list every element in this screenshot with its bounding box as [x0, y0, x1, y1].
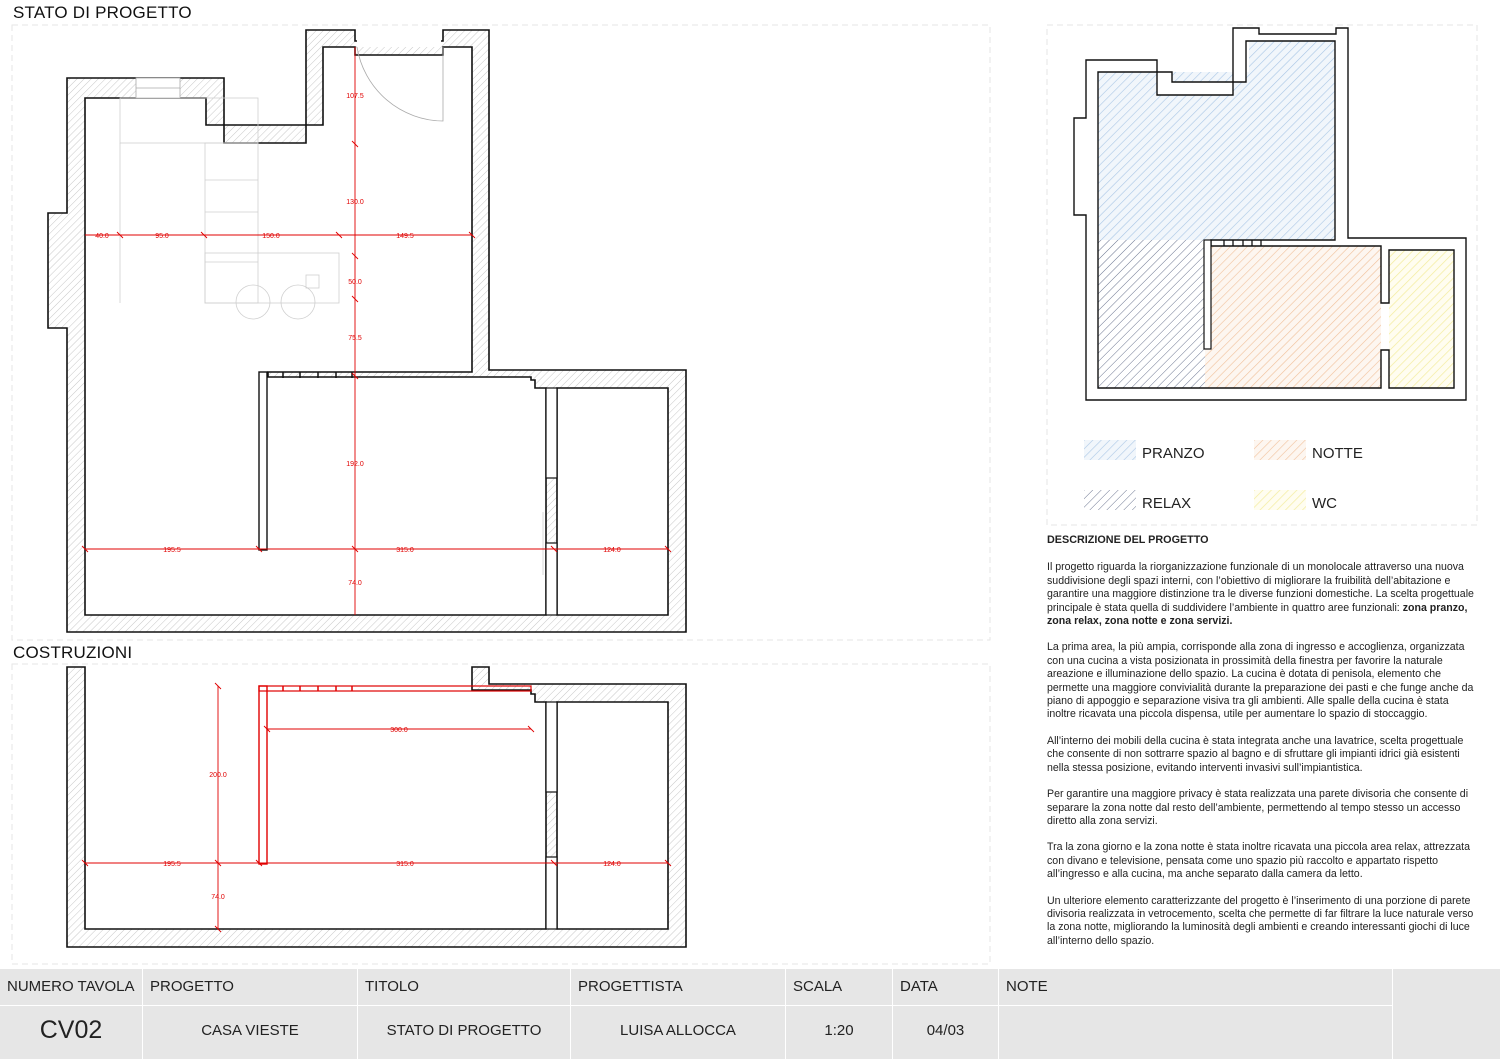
- zoning-plan: [1074, 28, 1466, 400]
- dim-label: 300.0: [390, 727, 408, 734]
- tb-progettista: [571, 969, 786, 1059]
- legend-swatch-pranzo: [1084, 440, 1136, 460]
- project-description: [1047, 534, 1477, 961]
- dim-labels-top: [95, 93, 621, 587]
- dim-label: 40.0: [95, 233, 109, 240]
- description-paragraph: All’interno dei mobili della cucina è stata integrata anche una lavatrice, scelta progettuale che consente di non sottrarre spazio al bagno e di sfruttare gli impianti idrici già esistenti nella stessa posizione, evitando interventi invasivi sull’impiantistica.: [1047, 734, 1464, 774]
- tb-value: CASA VIESTE: [201, 1022, 299, 1039]
- tb-scala: [786, 969, 893, 1059]
- tb-value: 04/03: [926, 1022, 965, 1039]
- description-paragraph: [1047, 561, 1477, 628]
- plan-frame-bottom: [12, 664, 990, 964]
- tb-value: CV02: [39, 1016, 103, 1044]
- floor-plan-costruzioni: [67, 667, 686, 947]
- dim-label: 195.5: [163, 547, 181, 554]
- tb-label: NOTE: [1006, 978, 1048, 995]
- dim-label: 130.0: [346, 199, 364, 206]
- dim-label: 75.5: [348, 335, 362, 342]
- tb-label: SCALA: [793, 978, 843, 995]
- section-title-costruzioni: COSTRUZIONI: [13, 643, 133, 662]
- legend-label-wc: WC: [1312, 495, 1337, 512]
- tb-value: 1:20: [824, 1022, 854, 1039]
- description-paragraph: Tra la zona giorno e la zona notte è stata inoltre ricavata una piccola area relax, attrezzata con divano e televisione, pensata come uno spazio più raccolto e appartato rispetto all’ingresso e alla cucina, ma anche separato dalla camera da letto.: [1047, 841, 1471, 881]
- tb-label: NUMERO TAVOLA: [7, 978, 135, 995]
- dim-label: 150.0: [262, 233, 280, 240]
- dim-label: 315.0: [396, 861, 414, 868]
- tb-label: DATA: [900, 978, 938, 995]
- tb-value: STATO DI PROGETTO: [386, 1022, 542, 1039]
- legend-swatch-relax: [1084, 490, 1136, 510]
- dim-label: 149.5: [396, 233, 414, 240]
- legend-label-pranzo: PRANZO: [1142, 445, 1205, 462]
- tb-label: TITOLO: [365, 978, 419, 995]
- dim-label: 74.0: [211, 894, 225, 901]
- dim-label: 95.0: [155, 233, 169, 240]
- tb-label: PROGETTO: [150, 978, 234, 995]
- legend-label-notte: NOTTE: [1312, 445, 1363, 462]
- tb-label: PROGETTISTA: [578, 978, 683, 995]
- dim-label: 74.0: [348, 580, 362, 587]
- dim-label: 315.0: [396, 547, 414, 554]
- dim-label: 192.0: [346, 461, 364, 468]
- tb-value: LUISA ALLOCCA: [620, 1022, 736, 1039]
- tb-data: [893, 969, 999, 1059]
- dim-label: 195.5: [163, 861, 181, 868]
- tb-titolo: [358, 969, 571, 1059]
- dim-label: 200.0: [209, 772, 227, 779]
- section-title-stato: STATO DI PROGETTO: [13, 3, 192, 22]
- tb-progetto: [143, 969, 358, 1059]
- floor-plan-stato: [48, 30, 686, 632]
- legend-label-relax: RELAX: [1142, 495, 1192, 512]
- dim-label: 50.0: [348, 279, 362, 286]
- plan-frame-top: [12, 25, 990, 640]
- description-heading: DESCRIZIONE DEL PROGETTO: [1047, 534, 1209, 546]
- description-paragraph: Per garantire una maggiore privacy è stata realizzata una parete divisoria che consente di separare la zona notte dal resto dell’ambiente, permettendo al tempo stesso un accesso diretto alla zona servizi.: [1047, 788, 1469, 827]
- dim-label: 124.0: [603, 547, 621, 554]
- title-block: [0, 969, 1500, 1059]
- dim-label: 107.5: [346, 93, 364, 100]
- tb-numero-tavola: [0, 969, 143, 1059]
- tb-note: [999, 969, 1393, 1059]
- description-paragraph: Un ulteriore elemento caratterizzante del progetto è l’inserimento di una porzione di parete divisoria realizzata in vetrocemento, scelta che permette di far filtrare la luce naturale verso la zona notte, migliorando la luminosità degli ambienti e creando interessanti giochi di luce all’interno dello spazio.: [1047, 894, 1474, 947]
- description-paragraph: La prima area, la più ampia, corrisponde alla zona di ingresso e accoglienza, organizzata con una cucina a vista posizionata in prossimità della finestra per favorire la naturale areazione e illuminazione dello spazio. La cucina è dotata di penisola, elemento che permette una maggiore convivialità durante la preparazione dei pasti e che funge anche da piano di appoggio e separazione visiva tra gli ambienti. Alle spalle della cucina è stata inoltre ricavata una piccola dispensa, utile per aumentare lo spazio di stoccaggio.: [1047, 641, 1474, 721]
- dim-label: 124.0: [603, 861, 621, 868]
- description-text: Il progetto riguarda la riorganizzazione funzionale di un monolocale attraverso una nuova suddivisione degli spazi interni, con l’obiettivo di migliorare la fruibilità dell’abitazione e garantire una maggiore distinzione tra le diverse funzioni domestiche. La scelta progettuale principale è stata quella di suddividere l’ambiente in quattro aree funzionali:: [1047, 561, 1474, 614]
- description-bold: zona pranzo, zona relax, zona notte e zona servizi.: [1047, 601, 1468, 628]
- legend-swatch-notte: [1254, 440, 1306, 460]
- legend-swatch-wc: [1254, 490, 1306, 510]
